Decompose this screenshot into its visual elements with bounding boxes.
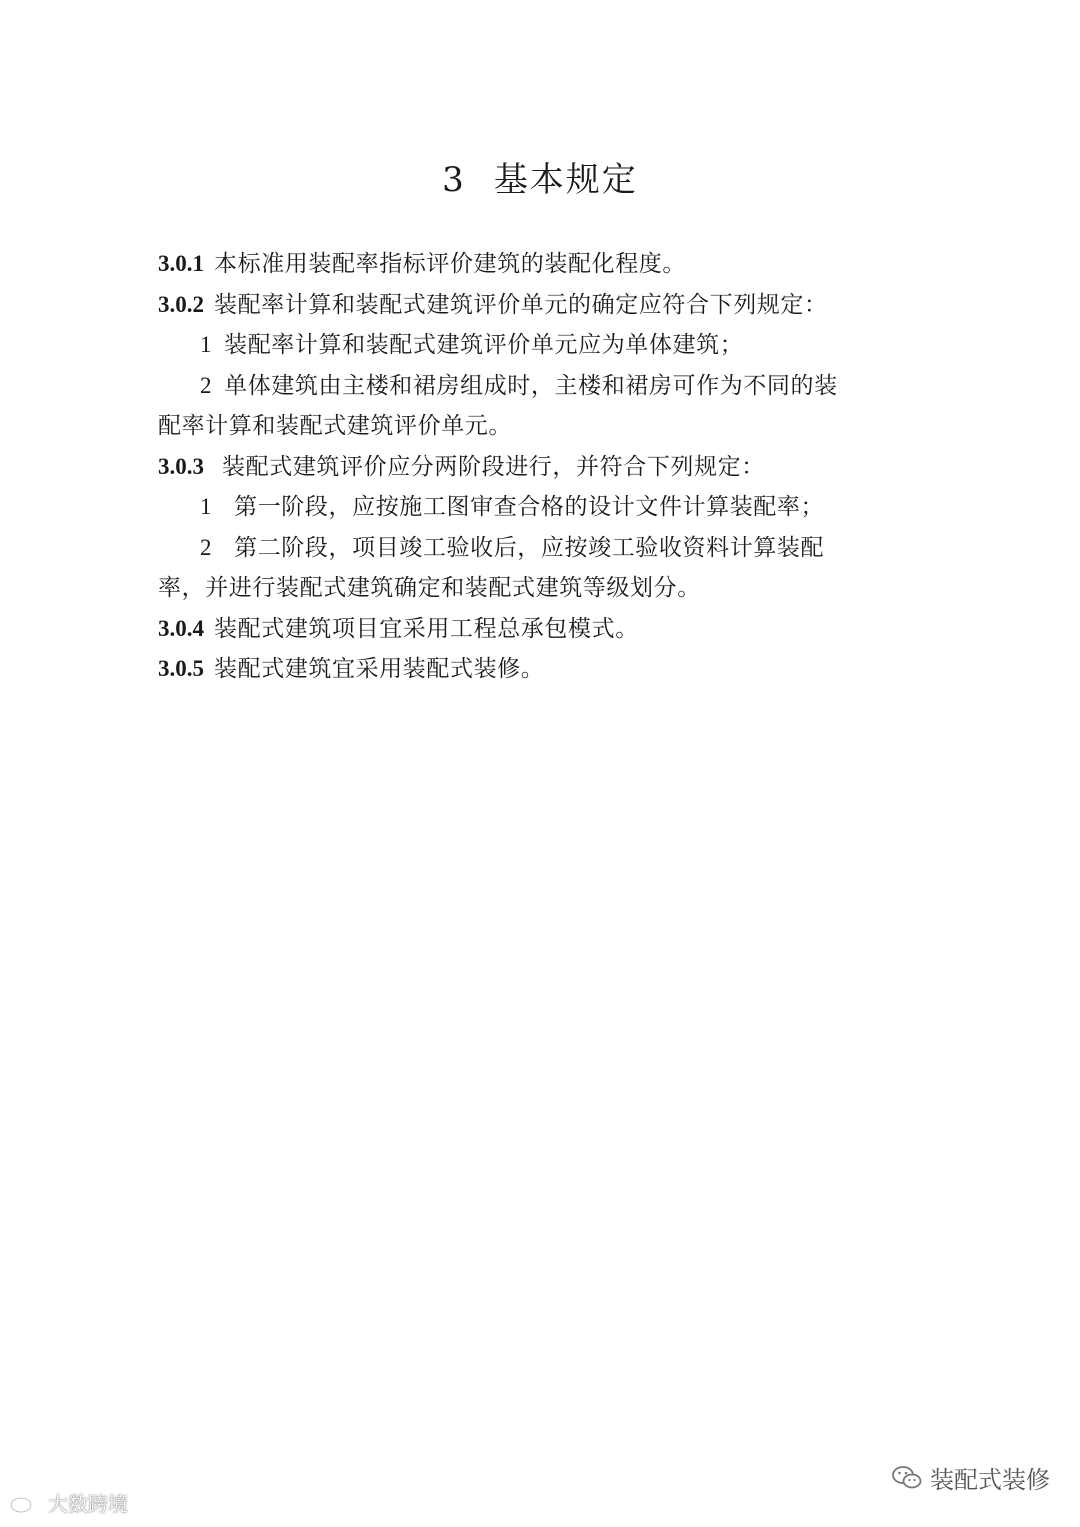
clause-number: 3.0.3 — [158, 453, 204, 479]
clause-list — [158, 244, 928, 690]
chapter-title: 基本规定 — [493, 160, 638, 200]
item-number: 2 — [200, 372, 213, 398]
item-text: 配率计算和装配式建筑评价单元。 — [158, 413, 512, 439]
clause-3-0-3-item-2-continued — [158, 568, 928, 609]
clause-text: 装配式建筑评价应分两阶段进行，并符合下列规定： — [222, 453, 765, 480]
clause-3-0-2-item-2 — [158, 366, 928, 407]
clause-3-0-2 — [158, 285, 928, 326]
clause-3-0-4 — [158, 609, 928, 650]
clause-text: 装配率计算和装配式建筑评价单元的确定应符合下列规定： — [214, 291, 828, 318]
weibo-icon — [10, 1492, 44, 1514]
clause-3-0-2-item-1 — [158, 325, 928, 366]
clause-number: 3.0.5 — [158, 656, 204, 681]
clause-3-0-1 — [158, 244, 928, 285]
clause-text: 装配式建筑项目宜采用工程总承包模式。 — [214, 615, 639, 642]
clause-3-0-5 — [158, 649, 928, 690]
clause-3-0-3-item-1 — [158, 487, 928, 528]
clause-3-0-3 — [158, 447, 928, 488]
wechat-icon — [892, 1465, 922, 1491]
item-text: 第一阶段，应按施工图审查合格的设计文件计算装配率； — [234, 494, 825, 520]
clause-3-0-2-item-2-continued — [158, 406, 928, 447]
clause-text: 装配式建筑宜采用装配式装修。 — [214, 656, 545, 682]
wechat-watermark — [892, 1460, 1050, 1495]
item-number: 1 — [200, 332, 213, 357]
item-number: 1 — [200, 494, 213, 519]
clause-number: 3.0.2 — [158, 291, 204, 317]
chapter-number: 3 — [442, 160, 466, 200]
clause-number: 3.0.4 — [158, 615, 204, 641]
weibo-account-name: 大数跨境 — [48, 1492, 128, 1516]
clause-text: 本标准用装配率指标评价建筑的装配化程度。 — [214, 251, 686, 277]
item-text: 率，并进行装配式建筑确定和装配式建筑等级划分。 — [158, 575, 701, 601]
item-text: 装配率计算和装配式建筑评价单元应为单体建筑； — [224, 332, 744, 358]
clause-3-0-3-item-2 — [158, 528, 928, 569]
weibo-watermark — [10, 1488, 128, 1517]
item-text: 单体建筑由主楼和裙房组成时，主楼和裙房可作为不同的装 — [224, 372, 838, 399]
page-title — [0, 152, 1080, 201]
item-number: 2 — [200, 534, 213, 560]
wechat-account-name: 装配式装修 — [930, 1466, 1050, 1494]
item-text: 第二阶段，项目竣工验收后，应按竣工验收资料计算装配 — [234, 534, 825, 561]
clause-number: 3.0.1 — [158, 251, 204, 276]
